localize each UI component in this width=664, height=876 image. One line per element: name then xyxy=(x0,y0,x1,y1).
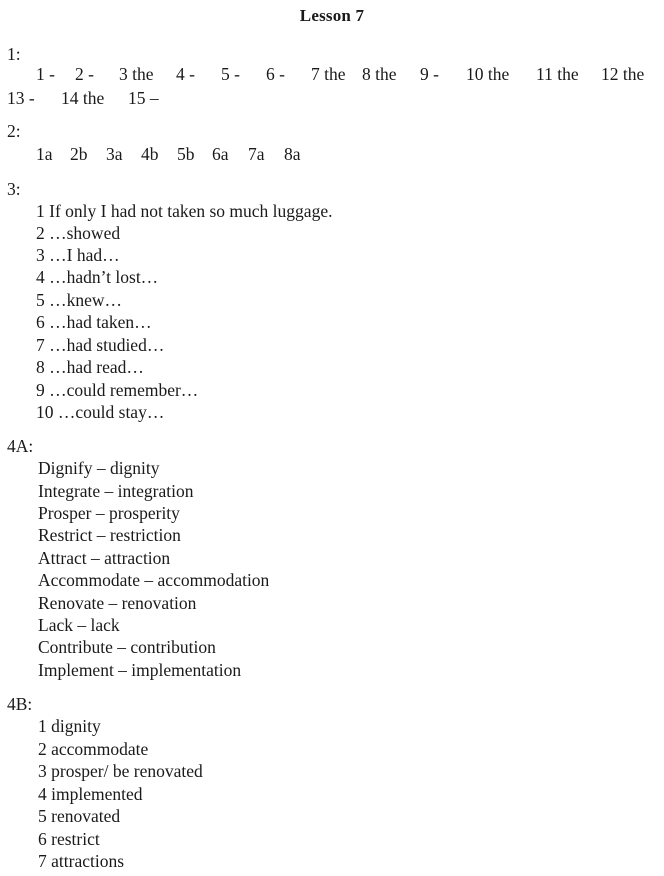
ex4b-answer: 6 restrict xyxy=(38,829,100,849)
ex3-answer: 1 If only I had not taken so much luggage. xyxy=(36,201,333,221)
ex4a-answer: Dignify – dignity xyxy=(38,458,160,478)
ex3-answer: 4 …hadn’t lost… xyxy=(36,267,159,287)
ex1-answer-7: 7 the xyxy=(311,64,346,84)
ex2-answer: 5b xyxy=(177,144,195,164)
ex4a-answer: Accommodate – accommodation xyxy=(38,570,270,590)
ex4b-answer: 7 attractions xyxy=(38,851,125,871)
ex4a-answer: Attract – attraction xyxy=(38,548,171,568)
ex4b-answer: 2 accommodate xyxy=(38,739,149,759)
ex3-answer: 10 …could stay… xyxy=(36,402,165,422)
ex4a-answer: Renovate – renovation xyxy=(38,593,197,613)
ex3-answer: 3 …I had… xyxy=(36,245,120,265)
ex1-answer-11: 11 the xyxy=(536,64,579,84)
exercise-4b-label: 4B: xyxy=(7,694,33,714)
ex4a-answer: Restrict – restriction xyxy=(38,525,181,545)
ex4a-answer: Implement – implementation xyxy=(38,660,242,680)
ex3-answer: 9 …could remember… xyxy=(36,380,199,400)
ex3-answer: 2 …showed xyxy=(36,223,121,243)
ex2-answer: 7a xyxy=(248,144,265,164)
exercise-2-label: 2: xyxy=(7,121,21,141)
ex2-answer: 6a xyxy=(212,144,229,164)
ex1-answer-13: 13 - xyxy=(7,88,35,108)
ex1-answer-2: 2 - xyxy=(75,64,94,84)
exercise-3-label: 3: xyxy=(7,179,21,199)
ex4b-answer: 4 implemented xyxy=(38,784,143,804)
ex1-answer-14: 14 the xyxy=(61,88,105,108)
ex3-answer: 5 …knew… xyxy=(36,290,123,310)
ex4b-answer: 5 renovated xyxy=(38,806,121,826)
ex1-answer-4: 4 - xyxy=(176,64,195,84)
ex1-answer-1: 1 - xyxy=(36,64,55,84)
ex2-answer: 1a xyxy=(36,144,53,164)
ex4a-answer: Contribute – contribution xyxy=(38,637,216,657)
ex4b-answer: 3 prosper/ be renovated xyxy=(38,761,203,781)
page-title: Lesson 7 xyxy=(299,6,365,25)
ex4a-answer: Integrate – integration xyxy=(38,481,194,501)
ex4a-answer: Prosper – prosperity xyxy=(38,503,180,523)
exercise-4a-label: 4A: xyxy=(7,436,34,456)
exercise-1-label: 1: xyxy=(7,44,21,64)
ex1-answer-5: 5 - xyxy=(221,64,240,84)
ex2-answer: 2b xyxy=(70,144,88,164)
ex2-answer: 4b xyxy=(141,144,159,164)
ex1-answer-8: 8 the xyxy=(362,64,397,84)
ex1-answer-15: 15 – xyxy=(128,88,159,108)
ex3-answer: 8 …had read… xyxy=(36,357,144,377)
ex3-answer: 7 …had studied… xyxy=(36,335,165,355)
ex2-answer: 3a xyxy=(106,144,123,164)
ex1-answer-6: 6 - xyxy=(266,64,285,84)
ex1-answer-10: 10 the xyxy=(466,64,510,84)
ex2-answer: 8a xyxy=(284,144,301,164)
ex1-answer-12: 12 the xyxy=(601,64,645,84)
ex3-answer: 6 …had taken… xyxy=(36,312,152,332)
ex1-answer-3: 3 the xyxy=(119,64,154,84)
ex4a-answer: Lack – lack xyxy=(38,615,120,635)
ex1-answer-9: 9 - xyxy=(420,64,439,84)
ex4b-answer: 1 dignity xyxy=(38,716,101,736)
